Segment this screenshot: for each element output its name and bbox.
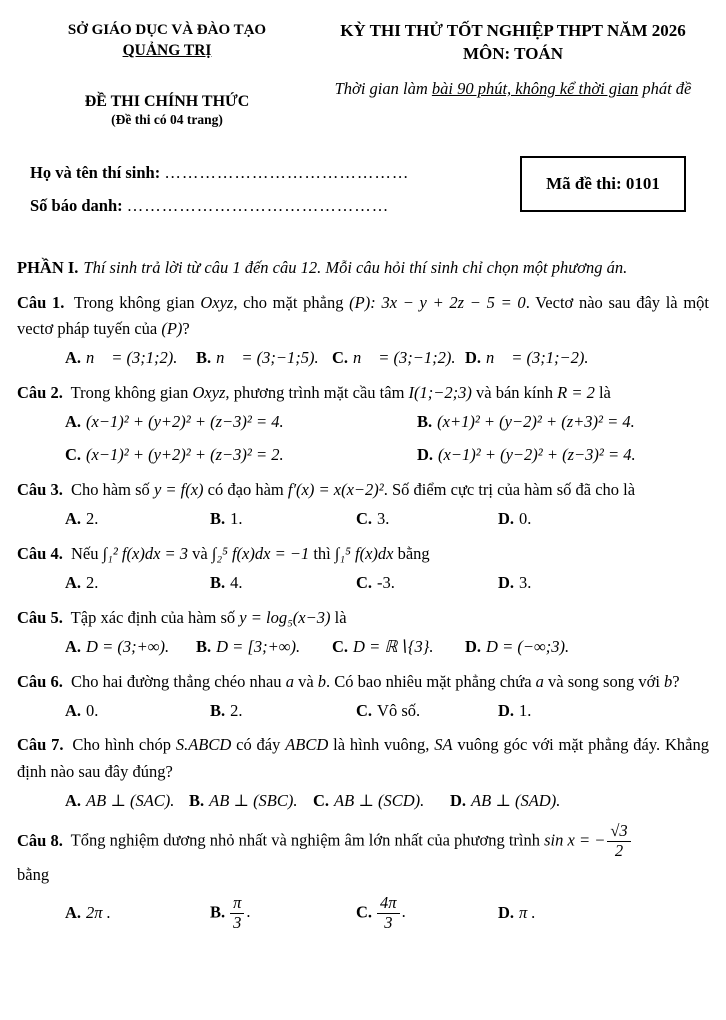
option-text: D = (−∞;3). xyxy=(486,636,570,656)
option-a xyxy=(65,507,210,532)
option-c xyxy=(356,507,498,532)
page-count-note: (Đề thi có 04 trang) xyxy=(111,112,223,128)
option-text: n⃗ = (3;1;2). xyxy=(86,347,178,367)
question-1-text: Trong không gian Oxyz, cho mặt phẳng (P): 3x − y + 2z − 5 = 0. Vectơ nào sau đây là một vectơ pháp tuyến của (P)? xyxy=(17,292,710,338)
option-label: A. xyxy=(65,903,82,923)
option-d xyxy=(498,571,709,596)
question-1-options xyxy=(17,346,709,371)
option-text: AB ⊥ (SAC). xyxy=(86,790,175,810)
option-label: C. xyxy=(65,445,82,465)
candidate-name-blank: …………………………………… xyxy=(164,163,410,183)
question-4-stem xyxy=(17,541,709,567)
option-text: n⃗ = (3;−1;5). xyxy=(216,347,319,367)
option-label: B. xyxy=(417,411,433,431)
question-8 xyxy=(17,822,709,933)
question-6-options xyxy=(17,699,709,724)
question-2-text: Trong không gian Oxyz, phương trình mặt cầu tâm I(1;−2;3) và bán kính R = 2 là xyxy=(66,382,611,402)
option-text: D = (3;+∞). xyxy=(86,636,170,656)
option-text: 4. xyxy=(230,573,243,593)
option-d xyxy=(498,901,709,926)
option-label: B. xyxy=(210,573,226,593)
option-b xyxy=(210,894,356,933)
option-text: (x−1)² + (y−2)² + (z−3)² = 4. xyxy=(438,445,636,465)
time-limit-note xyxy=(317,77,709,102)
option-period: . xyxy=(401,902,406,922)
option-label: C. xyxy=(356,509,373,529)
question-4-text: Nếu ∫₁² f(x)dx = 3 và ∫₂⁵ f(x)dx = −1 thì ∫₁⁵ f(x)dx bằng xyxy=(66,544,430,564)
option-c xyxy=(332,635,465,660)
option-label: B. xyxy=(196,636,212,656)
option-text: AB ⊥ (SCD). xyxy=(334,790,425,810)
fraction-denominator: 3 xyxy=(233,912,242,932)
question-8-stem xyxy=(17,822,709,861)
option-text: π . xyxy=(519,903,536,923)
option-label: B. xyxy=(210,509,226,529)
question-8-options xyxy=(17,894,709,933)
question-2 xyxy=(17,380,709,469)
question-8-text: Tổng nghiệm dương nhỏ nhất và nghiệm âm lớn nhất của phương trình sin x = − xyxy=(66,830,606,850)
exam-header xyxy=(17,20,709,130)
issuing-department: SỞ GIÁO DỤC VÀ ĐÀO TẠO xyxy=(67,22,267,38)
fraction-denominator: 3 xyxy=(384,912,393,932)
sqrt3-over-2-fraction xyxy=(607,822,630,861)
option-b xyxy=(417,410,709,435)
question-5-options xyxy=(17,635,709,660)
option-label: D. xyxy=(465,636,482,656)
option-text: 2. xyxy=(230,700,243,720)
subject-title: MÔN: TOÁN xyxy=(463,43,563,63)
option-text: (x+1)² + (y−2)² + (z+3)² = 4. xyxy=(437,411,635,431)
option-text: (x−1)² + (y+2)² + (z−3)² = 2. xyxy=(86,445,284,465)
option-a xyxy=(65,571,210,596)
question-7-number: Câu 7. xyxy=(17,735,64,755)
exam-code-box: Mã đề thi: 0101 xyxy=(520,156,686,212)
candidate-name-label: Họ và tên thí sinh: xyxy=(30,163,161,183)
option-c xyxy=(65,443,417,468)
option-b xyxy=(210,507,356,532)
option-b xyxy=(210,571,356,596)
question-2-number: Câu 2. xyxy=(17,382,63,402)
header-right-block xyxy=(317,20,709,130)
option-text: 2. xyxy=(86,509,99,529)
option-label: A. xyxy=(65,790,82,810)
exam-title: KỲ THI THỬ TỐT NGHIỆP THPT NĂM 2026 xyxy=(340,21,686,40)
option-label: C. xyxy=(332,636,349,656)
question-4 xyxy=(17,541,709,596)
question-5-number: Câu 5. xyxy=(17,607,63,627)
option-d xyxy=(465,635,709,660)
candidate-fields xyxy=(17,156,520,222)
question-5 xyxy=(17,605,709,660)
header-left-block xyxy=(17,20,317,130)
option-label: D. xyxy=(465,347,482,367)
option-text: 2π . xyxy=(86,903,111,923)
option-label: A. xyxy=(65,411,82,431)
fraction-numerator: √3 xyxy=(607,822,630,842)
question-5-stem xyxy=(17,605,709,631)
option-label: D. xyxy=(498,573,515,593)
option-label: C. xyxy=(356,573,373,593)
option-label: A. xyxy=(65,347,82,367)
option-a xyxy=(65,410,417,435)
option-a xyxy=(65,346,196,371)
option-label: A. xyxy=(65,700,82,720)
option-text: (x−1)² + (y+2)² + (z−3)² = 4. xyxy=(86,411,284,431)
question-3 xyxy=(17,477,709,532)
option-label: D. xyxy=(450,790,467,810)
option-text: 3. xyxy=(519,573,532,593)
question-1-stem xyxy=(17,290,709,342)
question-6 xyxy=(17,669,709,724)
fraction-denominator: 2 xyxy=(614,841,624,861)
option-label: B. xyxy=(189,790,205,810)
option-c xyxy=(356,571,498,596)
question-7 xyxy=(17,732,709,813)
option-label: A. xyxy=(65,509,82,529)
option-label: C. xyxy=(356,700,373,720)
option-text: n⃗ = (3;1;−2). xyxy=(486,347,589,367)
question-3-text: Cho hàm số y = f(x) có đạo hàm f′(x) = x(x−2)². Số điểm cực trị của hàm số đã cho là xyxy=(66,480,636,500)
candidate-id-line xyxy=(30,189,520,222)
option-d xyxy=(450,789,709,814)
option-label: A. xyxy=(65,573,82,593)
province-name: QUẢNG TRỊ xyxy=(122,42,212,60)
question-6-number: Câu 6. xyxy=(17,671,63,691)
4pi-over-3-fraction xyxy=(377,894,400,933)
option-text: Vô số. xyxy=(377,700,421,720)
time-note-underlined: bài 90 phút, không kể thời gian xyxy=(431,78,639,98)
question-7-options xyxy=(17,789,709,814)
fraction-numerator: 4π xyxy=(377,894,400,914)
option-a xyxy=(65,901,210,926)
option-b xyxy=(196,346,332,371)
question-8-stem-continued: bằng xyxy=(17,865,50,885)
option-text: 0. xyxy=(519,509,532,529)
option-a xyxy=(65,635,196,660)
option-text: 1. xyxy=(519,700,532,720)
part1-instruction: Thí sinh trả lời từ câu 1 đến câu 12. Mỗi câu hỏi thí sinh chỉ chọn một phương án. xyxy=(83,258,628,278)
question-8-number: Câu 8. xyxy=(17,830,63,850)
time-note-prefix: Thời gian làm xyxy=(334,78,432,98)
option-text: 2. xyxy=(86,573,99,593)
question-5-text: Tập xác định của hàm số y = log₅(x−3) là xyxy=(66,607,347,627)
question-3-stem xyxy=(17,477,709,503)
option-a xyxy=(65,789,189,814)
option-text: 3. xyxy=(377,509,390,529)
question-6-text: Cho hai đường thẳng chéo nhau a và b. Có bao nhiêu mặt phẳng chứa a và song song với b? xyxy=(66,671,680,691)
question-1 xyxy=(17,290,709,371)
option-label: D. xyxy=(498,903,515,923)
option-c xyxy=(356,699,498,724)
option-text: AB ⊥ (SBC). xyxy=(209,790,298,810)
option-text: 0. xyxy=(86,700,99,720)
official-exam-label: ĐỀ THI CHÍNH THỨC xyxy=(84,92,250,110)
option-a xyxy=(65,699,210,724)
question-7-text: Cho hình chóp S.ABCD có đáy ABCD là hình vuông, SA vuông góc với mặt phẳng đáy. Khẳng định nào sau đây đúng? xyxy=(17,735,709,781)
option-label: C. xyxy=(313,790,330,810)
option-d xyxy=(465,346,709,371)
fraction-numerator: π xyxy=(230,894,244,914)
option-c xyxy=(356,894,498,933)
question-6-stem xyxy=(17,669,709,695)
option-label: D. xyxy=(498,509,515,529)
question-3-number: Câu 3. xyxy=(17,480,63,500)
option-label: C. xyxy=(332,347,349,367)
question-4-options xyxy=(17,571,709,596)
question-2-options xyxy=(17,410,709,469)
pi-over-3-fraction xyxy=(230,894,244,933)
option-label: C. xyxy=(356,902,373,922)
option-label: A. xyxy=(65,636,82,656)
option-period: . xyxy=(246,902,251,922)
candidate-name-line xyxy=(30,156,520,189)
question-7-stem xyxy=(17,732,709,784)
question-2-stem xyxy=(17,380,709,406)
option-text: 1. xyxy=(230,509,243,529)
option-d xyxy=(417,443,709,468)
option-label: B. xyxy=(196,347,212,367)
time-note-suffix: phát đề xyxy=(638,78,692,98)
question-4-number: Câu 4. xyxy=(17,544,63,564)
option-label: D. xyxy=(498,700,515,720)
candidate-info-section xyxy=(17,156,709,222)
option-label: B. xyxy=(210,700,226,720)
option-c xyxy=(332,346,465,371)
question-3-options xyxy=(17,507,709,532)
question-1-number: Câu 1. xyxy=(17,292,65,312)
candidate-id-label: Số báo danh: xyxy=(30,196,123,216)
option-text: n⃗ = (3;−1;2). xyxy=(353,347,456,367)
part1-label: PHẦN I. xyxy=(17,258,79,278)
option-text: AB ⊥ (SAD). xyxy=(471,790,561,810)
option-label: D. xyxy=(417,445,434,465)
option-c xyxy=(313,789,450,814)
option-label: B. xyxy=(210,902,226,922)
option-text: D = [3;+∞). xyxy=(216,636,301,656)
option-text: -3. xyxy=(377,573,395,593)
option-b xyxy=(196,635,332,660)
candidate-id-blank: ……………………………………… xyxy=(126,196,390,216)
part1-heading xyxy=(17,256,709,281)
option-d xyxy=(498,699,709,724)
option-d xyxy=(498,507,709,532)
option-b xyxy=(210,699,356,724)
option-b xyxy=(189,789,313,814)
option-text: D = ℝ∖{3}. xyxy=(353,636,434,656)
